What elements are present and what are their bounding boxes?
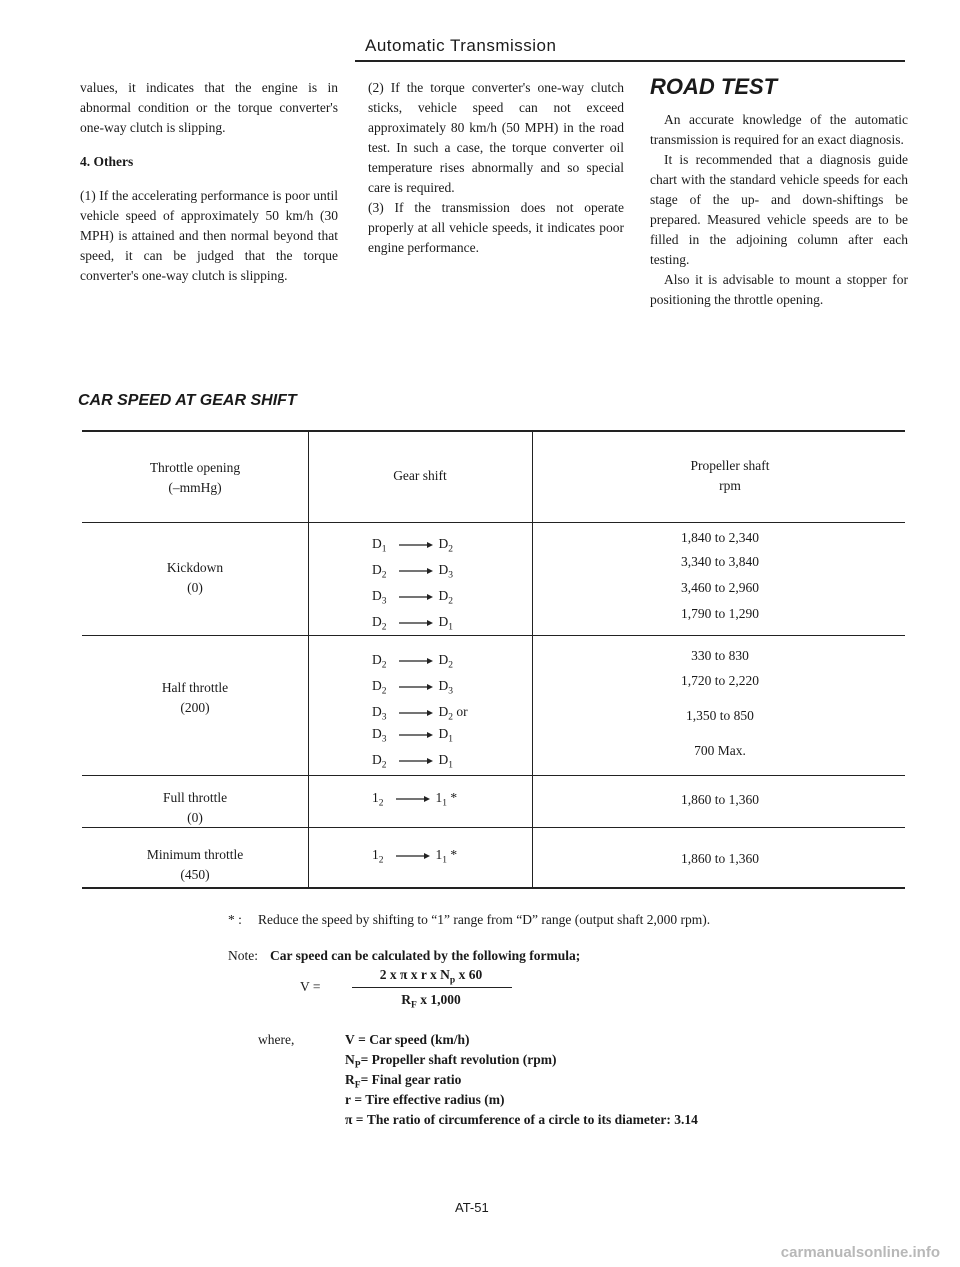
arrow-right-icon [396, 852, 430, 860]
car-speed-heading: CAR SPEED AT GEAR SHIFT [78, 392, 297, 409]
header-gear-shift: Gear shift [393, 468, 447, 483]
table-col-divider [308, 430, 309, 888]
header-rule [355, 60, 905, 62]
throttle-half: Half throttle (200) [161, 680, 229, 715]
rpm-value: 1,860 to 1,360 [680, 851, 759, 866]
paragraph: It is recommended that a diagnosis guide chart with the standard vehicle speeds for each stage of the up- and down-shiftings be prepared. Measured vehicle speeds are to be filled in the adjoining column after each testing. [650, 152, 908, 267]
arrow-right-icon [399, 619, 433, 627]
watermark: carmanualsonline.info [780, 1244, 940, 1261]
table-rule [82, 775, 905, 776]
arrow-right-icon [399, 567, 433, 575]
rpm-value: 1,720 to 2,220 [680, 673, 759, 688]
arrow-right-icon [399, 541, 433, 549]
rpm-value: 700 Max. [694, 743, 746, 758]
rpm-value: 3,460 to 2,960 [680, 580, 759, 595]
formula-lhs: V = [300, 979, 321, 994]
gear-shift-entry: $D_2$ $D_3$ [372, 562, 453, 581]
gear-shift-entry: $1_2$ $1_1$ * [372, 790, 458, 809]
footnote-star-text: Reduce the speed by shifting to “1” range from “D” range (output shaft 2,000 rpm). [258, 912, 711, 927]
rpm-value: 330 to 830 [691, 648, 749, 663]
note-text: Car speed can be calculated by the following formula; [270, 948, 581, 963]
where-label: where, [258, 1032, 295, 1047]
arrow-right-icon [399, 757, 433, 765]
rpm-value: 3,340 to 3,840 [680, 554, 759, 569]
running-header: Automatic Transmission [365, 36, 557, 55]
gear-shift-entry: $D_3$ $D_2$ [372, 588, 453, 607]
paragraph: (3) If the transmission does not operate properly at all vehicle speeds, it indicates poor engine performance. [368, 200, 624, 255]
formula-numerator: 2 x π x r x $N_p$ x 60 [379, 967, 483, 986]
throttle-full: Full throttle (0) [162, 790, 228, 825]
paragraph: Also it is advisable to mount a stopper for positioning the throttle opening. [650, 272, 908, 307]
fraction-bar [352, 987, 512, 988]
arrow-right-icon [399, 593, 433, 601]
footnote-star-mark: * : [228, 912, 242, 927]
column-right [650, 110, 908, 310]
arrow-right-icon [396, 795, 430, 803]
column-left [80, 78, 338, 286]
road-test-heading: ROAD TEST [650, 74, 778, 99]
rpm-value: 1,350 to 850 [686, 708, 754, 723]
paragraph: An accurate knowledge of the automatic transmission is required for an exact diagnosis. [650, 112, 908, 147]
definition-line: V = Car speed (km/h) [345, 1032, 470, 1047]
definition-line: π = The ratio of circumference of a circle to its diameter: 3.14 [345, 1112, 698, 1127]
gear-shift-entry: $D_3$ $D_2$ or [372, 704, 468, 723]
rpm-value: 1,840 to 2,340 [680, 530, 759, 545]
paragraph: (1) If the accelerating performance is poor until vehicle speed of approximately 50 km/h (30 MPH) is attained and then normal beyond that speed, it can be judged that the torque converter's one-way clutch is slipping. [80, 188, 338, 283]
column-middle [368, 78, 624, 258]
formula-denominator: $R_F$ x 1,000 [401, 992, 461, 1011]
subsection-heading: 4. Others [80, 154, 134, 169]
definition-line: $N_P=$ Propeller shaft revolution (rpm) [345, 1052, 557, 1071]
gear-shift-entry: $D_3$ $D_1$ [372, 726, 453, 745]
page-number: AT-51 [455, 1200, 489, 1215]
gear-shift-entry: $1_2$ $1_1$ * [372, 847, 458, 866]
note-label: Note: [228, 948, 258, 963]
header-propeller-rpm: Propeller shaft rpm [690, 458, 770, 493]
table-rule-bottom [82, 887, 905, 889]
gear-shift-entry: $D_1$ $D_2$ [372, 536, 453, 555]
paragraph: values, it indicates that the engine is in abnormal condition or the torque converter's one-way clutch is slipping. [80, 80, 338, 135]
table-rule [82, 635, 905, 636]
rpm-value: 1,790 to 1,290 [680, 606, 759, 621]
arrow-right-icon [399, 709, 433, 717]
arrow-right-icon [399, 683, 433, 691]
paragraph: (2) If the torque converter's one-way clutch sticks, vehicle speed can not exceed approximately 80 km/h (50 MPH) in the road test. In such a case, the torque converter oil temperature rises abnormally and so special care is required. [368, 80, 624, 195]
gear-shift-entry: $D_2$ $D_2$ [372, 652, 453, 671]
table-rule-top [82, 430, 905, 432]
throttle-kickdown: Kickdown (0) [166, 560, 224, 595]
gear-shift-entry: $D_2$ $D_1$ [372, 614, 453, 633]
rpm-value: 1,860 to 1,360 [680, 792, 759, 807]
gear-shift-entry: $D_2$ $D_3$ [372, 678, 453, 697]
gear-shift-entry: $D_2$ $D_1$ [372, 752, 453, 771]
header-throttle: Throttle opening (–mmHg) [149, 460, 241, 495]
table-col-divider [532, 430, 533, 888]
definition-line: r = Tire effective radius (m) [345, 1092, 505, 1107]
arrow-right-icon [399, 657, 433, 665]
table-rule [82, 522, 905, 523]
throttle-minimum: Minimum throttle (450) [146, 847, 244, 882]
definition-line: $R_F=$ Final gear ratio [345, 1072, 462, 1091]
arrow-right-icon [399, 731, 433, 739]
